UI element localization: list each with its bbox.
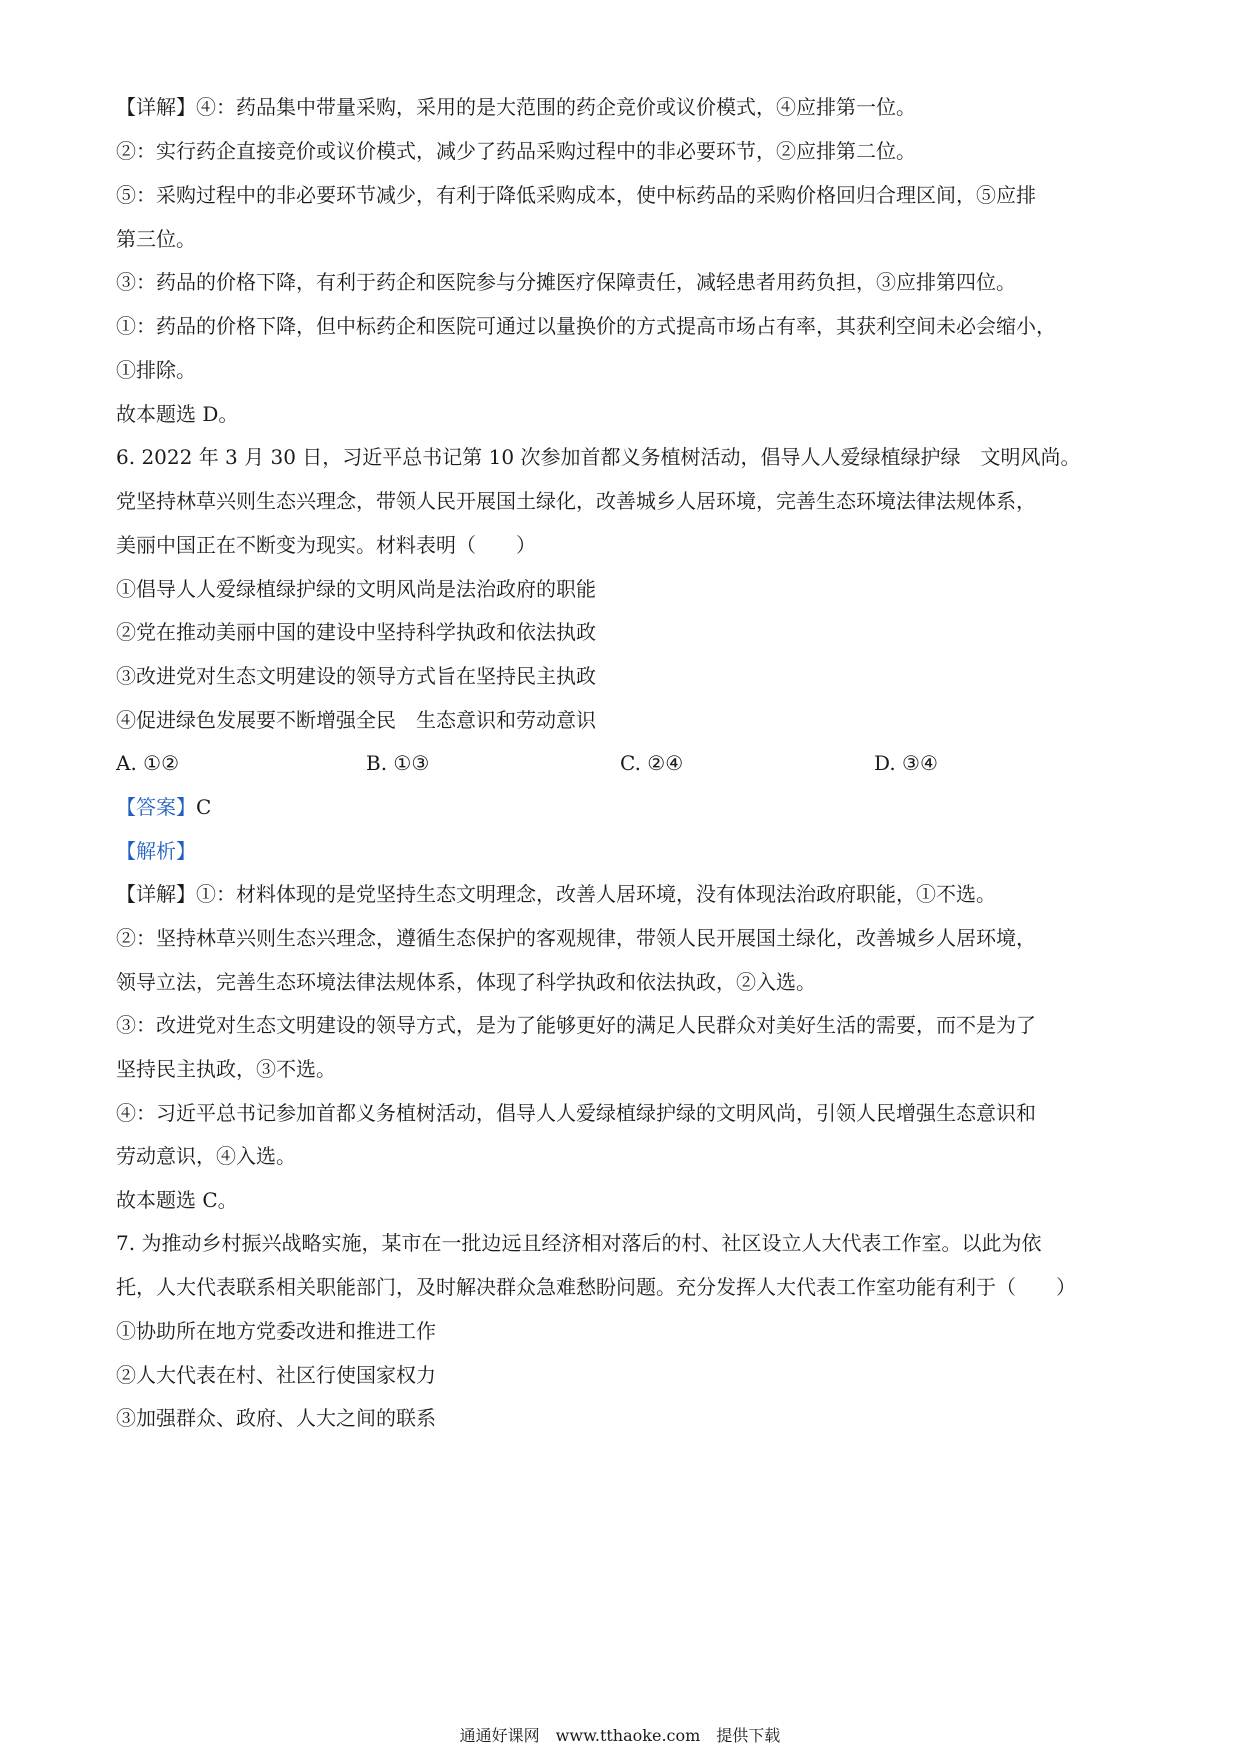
q6-item-3: ③改进党对生态文明建设的领导方式旨在坚持民主执政 [116, 664, 596, 688]
q6-stem-line-1: 6. 2022 年 3 月 30 日，习近平总书记第 10 次参加首都义务植树活动，倡导人人爱绿植绿护绿 文明风尚。 [116, 445, 1081, 469]
q6-detail-line-6: ④：习近平总书记参加首都义务植树活动，倡导人人爱绿植绿护绿的文明风尚，引领人民增强生态意识和 [116, 1101, 1036, 1125]
q6-item-4: ④促进绿色发展要不断增强全民 生态意识和劳动意识 [116, 708, 596, 732]
q6-detail-line-5: 坚持民主执政，③不选。 [116, 1057, 336, 1081]
q6-option-d: D. ③④ [874, 751, 938, 775]
q5-detail-line-3: ⑤：采购过程中的非必要环节减少，有利于降低采购成本，使中标药品的采购价格回归合理区间，⑤应排 [116, 183, 1036, 207]
q6-stem-line-2: 党坚持林草兴则生态兴理念，带领人民开展国土绿化，改善城乡人居环境，完善生态环境法律法规体系， [116, 489, 1036, 513]
q5-detail-line-1: 【详解】④：药品集中带量采购，采用的是大范围的药企竞价或议价模式，④应排第一位。 [116, 95, 916, 119]
q6-stem-line-3: 美丽中国正在不断变为现实。材料表明（ ） [116, 533, 536, 557]
q6-answer [116, 792, 211, 822]
q6-detail-line-2: ②：坚持林草兴则生态兴理念，遵循生态保护的客观规律，带领人民开展国土绿化，改善城乡人居环境， [116, 926, 1036, 950]
q7-item-2: ②人大代表在村、社区行使国家权力 [116, 1363, 436, 1387]
q6-detail-line-1: 【详解】①：材料体现的是党坚持生态文明理念，改善人居环境，没有体现法治政府职能，①不选。 [116, 882, 996, 906]
detail-label: 【详解】 [116, 882, 196, 906]
q6-detail-line-7: 劳动意识，④入选。 [116, 1144, 296, 1168]
q7-item-3: ③加强群众、政府、人大之间的联系 [116, 1406, 436, 1430]
detail-label: 【详解】 [116, 95, 196, 119]
q5-conclusion: 故本题选 D。 [116, 402, 239, 426]
answer-label: 【答案】 [116, 795, 196, 819]
q6-detail-line-4: ③：改进党对生态文明建设的领导方式，是为了能够更好的满足人民群众对美好生活的需要，而不是为了 [116, 1013, 1036, 1037]
q5-detail-line-7: ①排除。 [116, 358, 196, 382]
q6-option-c: C. ②④ [620, 751, 684, 775]
q6-item-2: ②党在推动美丽中国的建设中坚持科学执政和依法执政 [116, 620, 596, 644]
q6-conclusion: 故本题选 C。 [116, 1188, 238, 1212]
q6-detail-line-3: 领导立法，完善生态环境法律法规体系，体现了科学执政和依法执政，②入选。 [116, 970, 816, 994]
page-footer: 通通好课网 www.tthaoke.com 提供下载 [459, 1726, 781, 1745]
q5-detail-line-4: 第三位。 [116, 227, 196, 251]
q6-item-1: ①倡导人人爱绿植绿护绿的文明风尚是法治政府的职能 [116, 577, 596, 601]
q6-analysis-label: 【解析】 [116, 839, 196, 863]
q7-stem-line-2: 托，人大代表联系相关职能部门，及时解决群众急难愁盼问题。充分发挥人大代表工作室功能有利于（ ） [116, 1275, 1076, 1299]
q6-option-a: A. ①② [116, 751, 180, 775]
q5-detail-line-6: ①：药品的价格下降，但中标药企和医院可通过以量换价的方式提高市场占有率，其获利空间未必会缩小， [116, 314, 1056, 338]
q7-stem-line-1: 7. 为推动乡村振兴战略实施，某市在一批边远且经济相对落后的村、社区设立人大代表工作室。以此为依 [116, 1231, 1042, 1255]
q5-detail-line-5: ③：药品的价格下降，有利于药企和医院参与分摊医疗保障责任，减轻患者用药负担，③应排第四位。 [116, 270, 1016, 294]
q7-item-1: ①协助所在地方党委改进和推进工作 [116, 1319, 436, 1343]
answer-value: C [196, 795, 212, 819]
q5-detail-line-2: ②：实行药企直接竞价或议价模式，减少了药品采购过程中的非必要环节，②应排第二位。 [116, 139, 916, 163]
q6-option-b: B. ①③ [366, 751, 430, 775]
